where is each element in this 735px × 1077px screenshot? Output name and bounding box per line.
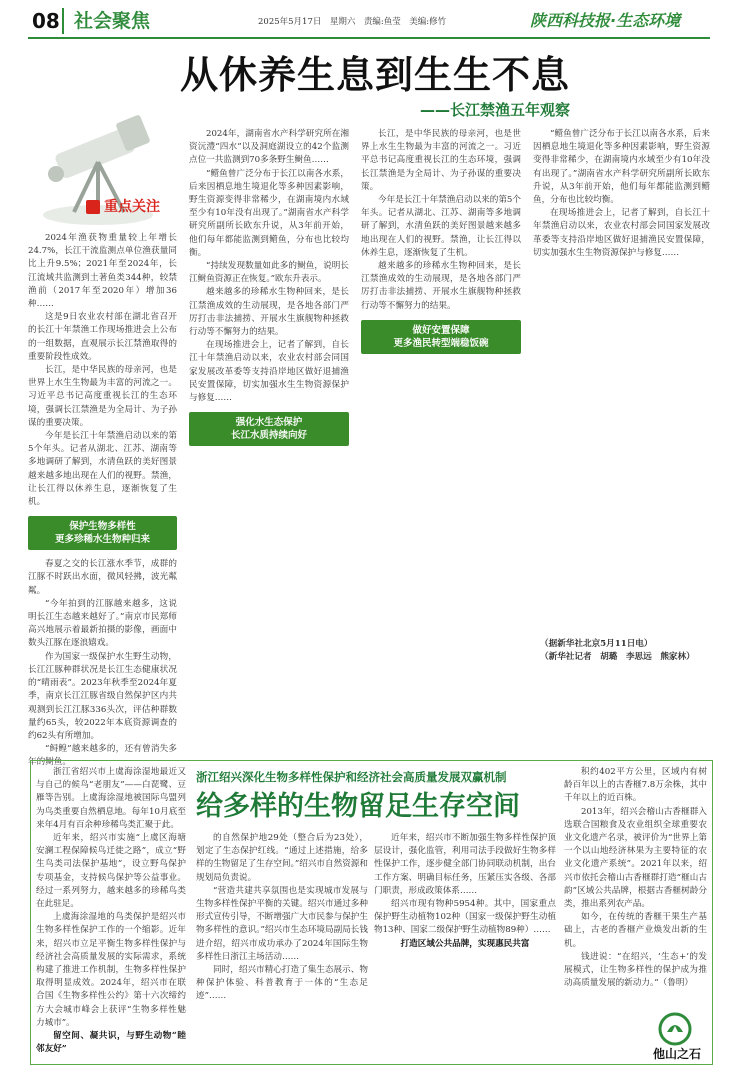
- paragraph: 今年是长江十年禁渔启动以来的第5个年头。记者从湖北、江苏、湖南等多地调研了解到，水清鱼跃的美好图景越来越多地出现在人们的视野。禁渔，让长江得以休养生息，逐渐恢复了生机。: [28, 431, 177, 508]
- feature-badge: [86, 197, 176, 219]
- paragraph: 越来越多的珍稀水生物种回来，是长江禁渔成效的生动展现，是各地各部门严厉打击非法捕捞、开展水生旗舰物种拯救行动等不懈努力的结果。: [361, 261, 521, 311]
- flag-icon: [86, 200, 100, 214]
- paragraph: 的自然保护地29处（整合后为23处），划定了生态保护红线。“通过上述措施，给多样的生物留足了生存空间。”绍兴市自然资源和规划局负责说。: [196, 833, 368, 883]
- paragraph: 在现场推进会上，记者了解到，自长江十年禁渔启动以来，农业农村部会同国家发展改革委等支持沿岸地区做好退捕渔民安置保障，切实加强水生生物资源保护与修复……: [189, 340, 349, 404]
- story2-kicker: 浙江绍兴深化生物多样性保护和经济社会高质量发展双赢机制: [196, 770, 507, 784]
- paragraph: 浙江省绍兴市上虞海涂湿地最近又与自己的候鸟“老朋友”——白琵鹭、豆雁等告别。上虞海涂湿地被国际鸟盟列为鸟类重要自然栖息地。每年10月底至来年4月有百余种珍稀鸟类汇聚于此。: [36, 767, 186, 830]
- paragraph: “鳤鱼曾广泛分布于长江以南各水系，后来因栖息地生境退化等多种因素影响，野生资源变得非常稀少，在湖南境内水域至少有10年没有出现了。”湖南省水产科学研究所副所长欧东升说，从3年前开始，他们每年都能监测到鳤鱼，分布也比较均衡。: [533, 129, 710, 206]
- paragraph: 绍兴市现有物种5954种。其中，国家重点保护野生动植物102种（国家一级保护野生动植物13种、国家二级保护野生动植物89种）……: [374, 899, 556, 936]
- paragraph: 钱进说：“在绍兴，‘生态+’的发展模式，让生物多样性的保护成为推动高质量发展的新动力。”（鲁明）: [564, 951, 707, 989]
- byline: （据新华社北京5月11日电） （新华社记者 胡璐 李思远 熊家林）: [540, 639, 695, 662]
- story2-column-1: [36, 766, 186, 1060]
- paragraph: 今年是长江十年禁渔启动以来的第5个年头。记者从湖北、江苏、湖南等多地调研了解到，水清鱼跃的美好图景越来越多地出现在人们的视野。禁渔，让长江得以休养生息，逐渐恢复了生机。: [361, 195, 521, 258]
- paragraph: 越来越多的珍稀水生物种回来，是长江禁渔成效的生动展现，是各地各部门严厉打击非法捕捞、开展水生旗舰物种拯救行动等不懈努力的结果。: [189, 287, 349, 338]
- section-title: 社会聚焦: [74, 10, 151, 32]
- story2-column-2: [196, 832, 368, 1060]
- paragraph: 积约402平方公里，区域内有树龄百年以上的古香榧7.8万余株，其中千年以上的近百株。: [564, 767, 707, 804]
- paragraph: 2013年，绍兴会稽山古香榧群入选联合国粮食及农业组织全球重要农业文化遗产名录，被评价为“世界上第一个以山地经济林果为主要特征的农业文化遗产系统”。2021年以来，绍兴市依托会稽山古香榧群打造“榧山古韵”区域公共品牌，根据古香榧树龄分类，推出系列农产品。: [564, 806, 707, 910]
- paragraph: 近年来，绍兴市实施“上虞区海塘安澜工程保障候鸟迁徙之路”，成立“野生鸟类司法保护基地”，设立野鸟保护专项基金，支持候鸟保护等公益事业。经过一系列努力，越来越多的珍稀鸟类在此驻足。: [36, 833, 186, 910]
- paragraph: 2024年，湖南省水产科学研究所在湘资沅澧“四水”以及洞庭湖设立的42个监测点位一共监测到70多条野生鲥鱼……: [189, 129, 349, 166]
- feature-badge-label: 重点关注: [104, 199, 160, 215]
- story1-column-1: [28, 232, 177, 768]
- story1-column-2: [189, 128, 349, 753]
- paragraph: 作为国家一级保护水生野生动物，长江江豚种群状况是长江生态健康状况的“晴雨表”。2023年秋季至2024年夏季，南京长江江豚省级自然保护区内共观测到长江江豚336头次，评估种群数量约65头，较2022年本底资源调查的约62头有所增加。: [28, 651, 177, 741]
- paragraph: 如今，在传统的香榧干果生产基础上，古老的香榧产业焕发出新的生机。: [564, 912, 707, 949]
- paragraph: 长江，是中华民族的母亲河，也是世界上水生生物最为丰富的河流之一。习近平总书记高度重视长江的生态环境，强调长江禁渔是为全局计、为子孙谋的重要决策。: [361, 129, 521, 192]
- story2-title: 给多样的生物留足生存空间: [196, 791, 520, 822]
- story2-column-3: [374, 832, 556, 1060]
- paragraph: 上虞海涂湿地的鸟类保护是绍兴市生物多样性保护工作的一个缩影。近年来，绍兴市立足平衡生物多样性保护与经济社会高质量发展的实际需求，系统构建了推进工作机制，生物多样性保护取得明显成效。2024年，绍兴市在联合国《生物多样性公约》第十六次缔约方大会城市峰会上获评“生物多样性魅力城市”。: [36, 912, 186, 1028]
- story1-column-4: [533, 128, 710, 628]
- paragraph: “营造共建共享氛围也是实现城市发展与生物多样性保护平衡的关键。绍兴市通过多种形式宣传引导，不断增强广大市民参与保护生物多样性的意识。”绍兴市生态环境局副局长钱进介绍，绍兴市成功承办了2024年国际生物多样性日浙江主场活动……: [196, 885, 368, 962]
- paragraph: “今年拍到的江豚越来越多，这说明长江生态越来越好了。”南京市民郑师高兴地展示着最新拍摄的影像，画面中数头江豚在逐浪嬉戏。: [28, 598, 177, 649]
- paragraph: “鳤鱼曾广泛分布于长江以南各水系，后来因栖息地生境退化等多种因素影响，野生资源变得非常稀少，在湖南境内水域至少有10年没有出现了。”湖南省水产科学研究所副所长欧东升说，从3年前开始，他们每年都能监测到鳤鱼，分布也比较均衡。: [189, 168, 349, 258]
- headline: 从休养生息到生生不息: [179, 53, 570, 97]
- date-line: 2025年5月17日 星期六 责编:鱼莹 美编:修竹: [258, 17, 447, 27]
- page-header: [0, 0, 735, 38]
- sub-heading: 保护生物多样性 更多珍稀水生物种归来: [28, 516, 177, 550]
- page-number: 08: [32, 9, 60, 33]
- paragraph: 近年来，绍兴市不断加强生物多样性保护顶层设计，强化监管，利用司法手段做好生物多样性保护工作，逐步健全部门协同联动机制，出台工作方案、明确目标任务，压紧压实各级、各部门职责，形成政策体系……: [374, 833, 556, 896]
- story2-column-4: [564, 766, 707, 1016]
- paragraph: 在现场推进会上，记者了解到，自长江十年禁渔启动以来，农业农村部会同国家发展改革委等支持沿岸地区做好退捕渔民安置保障，切实加强水生生物资源保护与修复……: [533, 208, 710, 258]
- paragraph: 2024年渔获物重量较上年增长24.7%，长江干流监测点单位渔获量同比上升9.5%；2021年至2024年，长江流域共监测到土著鱼类344种，较禁渔前（2017年至2020年）增加36种……: [28, 233, 177, 310]
- sub-heading: 强化水生态保护 长江水质持续向好: [189, 412, 349, 446]
- sub-heading-inline: 留空间、凝共识，与野生动物“睦邻友好”: [36, 1031, 186, 1055]
- mountain-logo-icon: [658, 1012, 692, 1046]
- paragraph: “鲟鳇”越来越多的，还有曾消失多年的鲥鱼。: [28, 744, 177, 768]
- subheadline: ——长江禁渔五年观察: [419, 101, 570, 119]
- paragraph: “持续发现数量如此多的鲥鱼，说明长江鲥鱼资源正在恢复。”欧东升表示。: [189, 261, 349, 285]
- header-rule: [28, 37, 710, 39]
- masthead: 陕西科技报·生态环境: [530, 11, 681, 30]
- sub-heading-inline: 打造区域公共品牌，实现惠民共富: [400, 938, 530, 949]
- section-divider: [62, 8, 64, 34]
- sub-heading: 做好安置保障 更多渔民转型端稳饭碗: [361, 320, 521, 354]
- paragraph: 同时，绍兴市精心打造了集生态展示、物种保护体验、科普教育于一体的“生态足迹”……: [196, 965, 368, 1002]
- paragraph: 长江，是中华民族的母亲河，也是世界上水生生物最为丰富的河流之一。习近平总书记高度重视长江的生态环境，强调长江禁渔是为全局计、为子孙谋的重要决策。: [28, 365, 177, 428]
- paragraph: 这是9日农业农村部在湖北省召开的长江十年禁渔工作现场推进会上公布的一组数据，直观展示长江禁渔取得的重要阶段性成效。: [28, 312, 177, 362]
- column-badge: [644, 1012, 710, 1064]
- story1-column-3: [361, 128, 521, 753]
- paragraph: 春夏之交的长江涨水季节，成群的江豚不时跃出水面，微风轻拂，波光粼粼。: [28, 559, 177, 596]
- column-badge-label: 他山之石: [652, 1047, 701, 1061]
